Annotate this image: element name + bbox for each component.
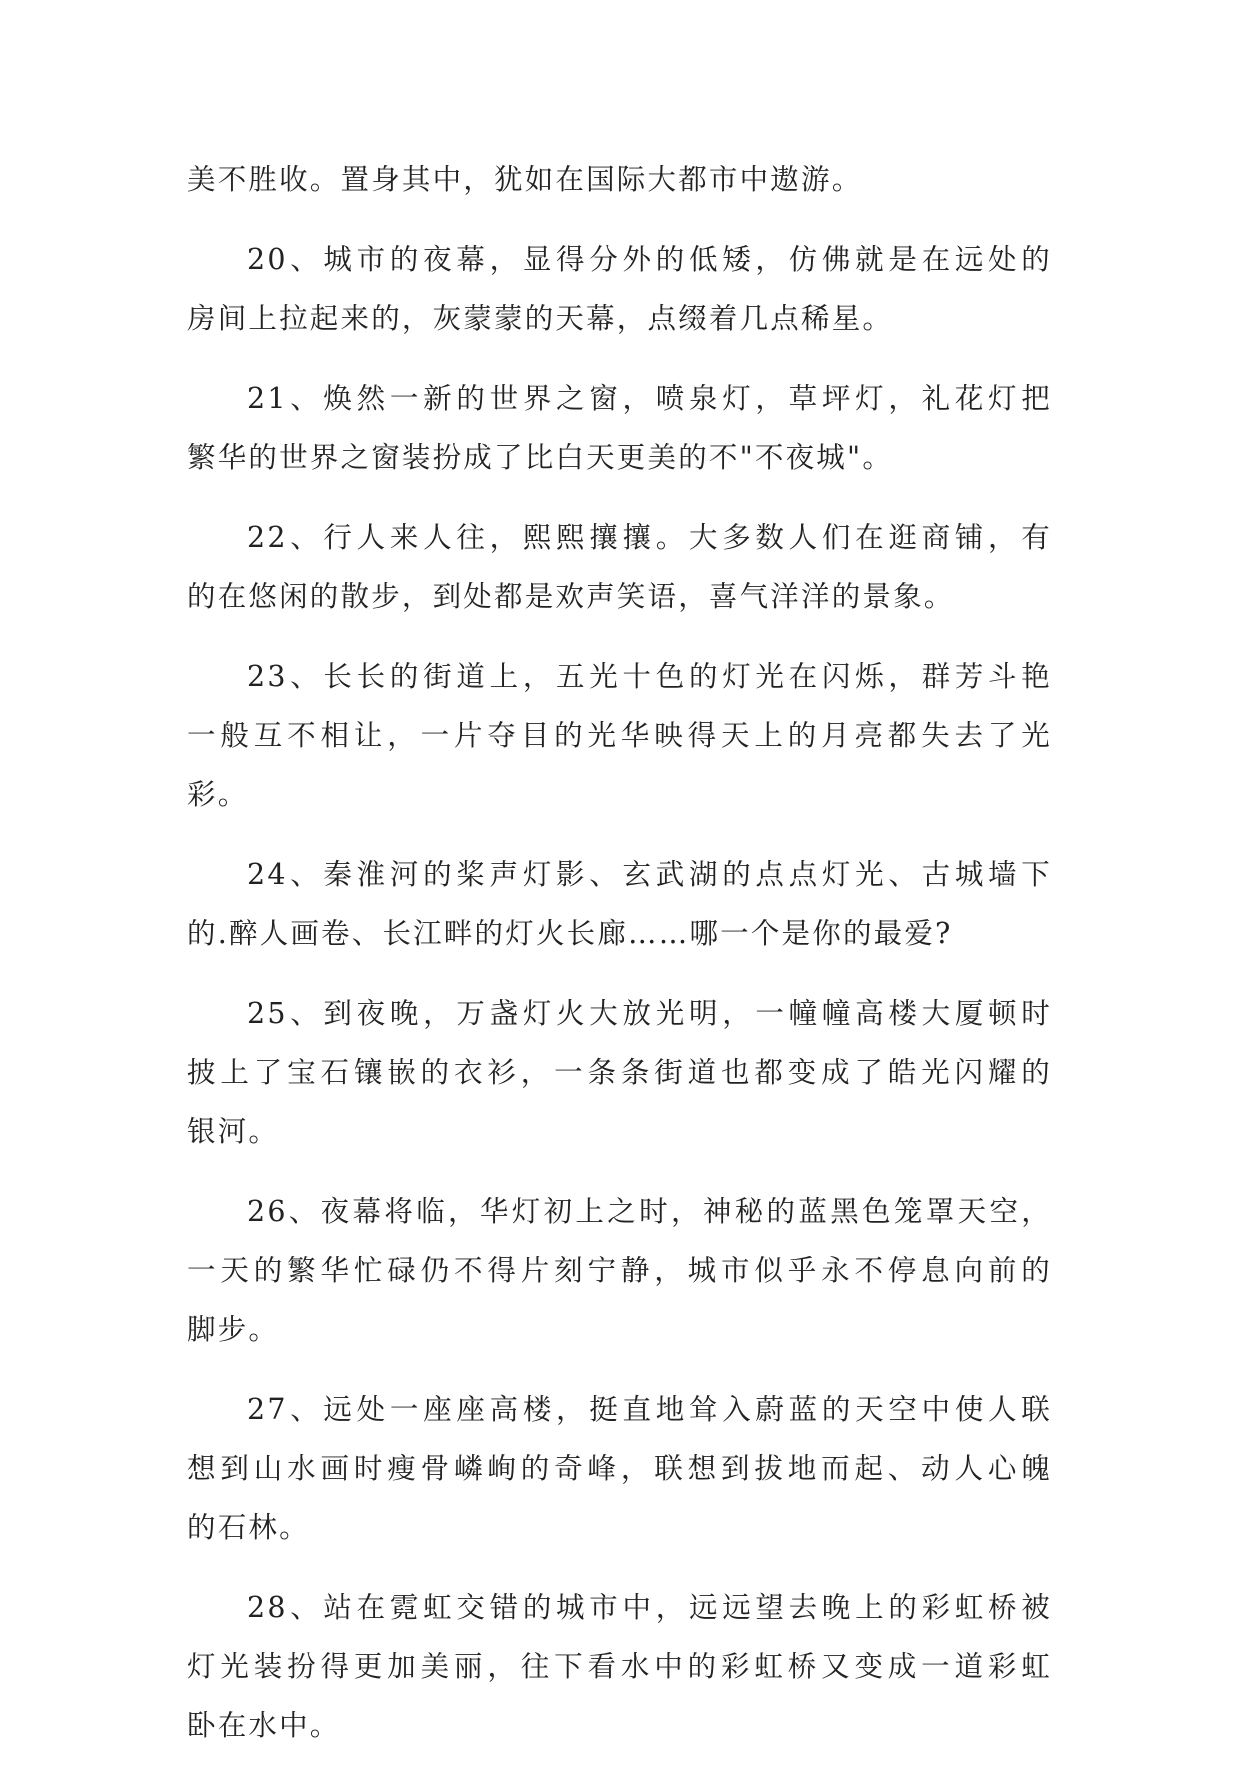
paragraph-item-28 bbox=[187, 1578, 1052, 1755]
text-line: 22、行人来人往，熙熙攘攘。大多数人们在逛商铺，有 bbox=[247, 521, 1052, 554]
text-line: 美不胜收。置身其中，犹如在国际大都市中遨游。 bbox=[187, 163, 863, 196]
paragraph-item-27 bbox=[187, 1380, 1052, 1557]
text-line: 的在悠闲的散步，到处都是欢声笑语，喜气洋洋的景象。 bbox=[187, 580, 955, 613]
paragraph-item-22 bbox=[187, 508, 1052, 626]
text-line: 卧在水中。 bbox=[187, 1709, 341, 1742]
text-line: 脚步。 bbox=[187, 1313, 280, 1346]
text-line: 27、远处一座座高楼，挺直地耸入蔚蓝的天空中使人联 bbox=[247, 1393, 1052, 1426]
text-line: 21、焕然一新的世界之窗，喷泉灯，草坪灯，礼花灯把 bbox=[247, 382, 1052, 415]
text-line: 银河。 bbox=[187, 1115, 280, 1148]
text-line: 披上了宝石镶嵌的衣衫，一条条街道也都变成了皓光闪耀的 bbox=[187, 1056, 1052, 1089]
text-line: 24、秦淮河的桨声灯影、玄武湖的点点灯光、古城墙下 bbox=[247, 858, 1052, 891]
text-line: 一般互不相让，一片夺目的光华映得天上的月亮都失去了光 bbox=[187, 719, 1052, 752]
text-line: 的.醉人画卷、长江畔的灯火长廊……哪一个是你的最爱? bbox=[187, 917, 953, 950]
paragraph-item-24 bbox=[187, 845, 1052, 963]
paragraph-item-23 bbox=[187, 647, 1052, 824]
text-line: 繁华的世界之窗装扮成了比白天更美的不"不夜城"。 bbox=[187, 441, 894, 474]
paragraph-continuation bbox=[187, 150, 1052, 209]
text-line: 的石林。 bbox=[187, 1511, 310, 1544]
text-line: 23、长长的街道上，五光十色的灯光在闪烁，群芳斗艳 bbox=[247, 660, 1052, 693]
paragraph-item-25 bbox=[187, 984, 1052, 1161]
text-line: 26、夜幕将临，华灯初上之时，神秘的蓝黑色笼罩天空， bbox=[247, 1195, 1052, 1228]
text-line: 28、站在霓虹交错的城市中，远远望去晚上的彩虹桥被 bbox=[247, 1591, 1052, 1624]
text-line: 灯光装扮得更加美丽，往下看水中的彩虹桥又变成一道彩虹 bbox=[187, 1650, 1052, 1683]
paragraph-item-26 bbox=[187, 1182, 1052, 1359]
text-line: 一天的繁华忙碌仍不得片刻宁静，城市似乎永不停息向前的 bbox=[187, 1254, 1052, 1287]
paragraph-item-21 bbox=[187, 369, 1052, 487]
text-line: 房间上拉起来的，灰蒙蒙的天幕，点缀着几点稀星。 bbox=[187, 302, 894, 335]
text-line: 20、城市的夜幕，显得分外的低矮，仿佛就是在远处的 bbox=[247, 243, 1052, 276]
document-page bbox=[187, 150, 1052, 1776]
text-line: 25、到夜晚，万盏灯火大放光明，一幢幢高楼大厦顿时 bbox=[247, 997, 1052, 1030]
text-line: 彩。 bbox=[187, 778, 249, 811]
paragraph-item-20 bbox=[187, 230, 1052, 348]
text-line: 想到山水画时瘦骨嶙峋的奇峰，联想到拔地而起、动人心魄 bbox=[187, 1452, 1052, 1485]
